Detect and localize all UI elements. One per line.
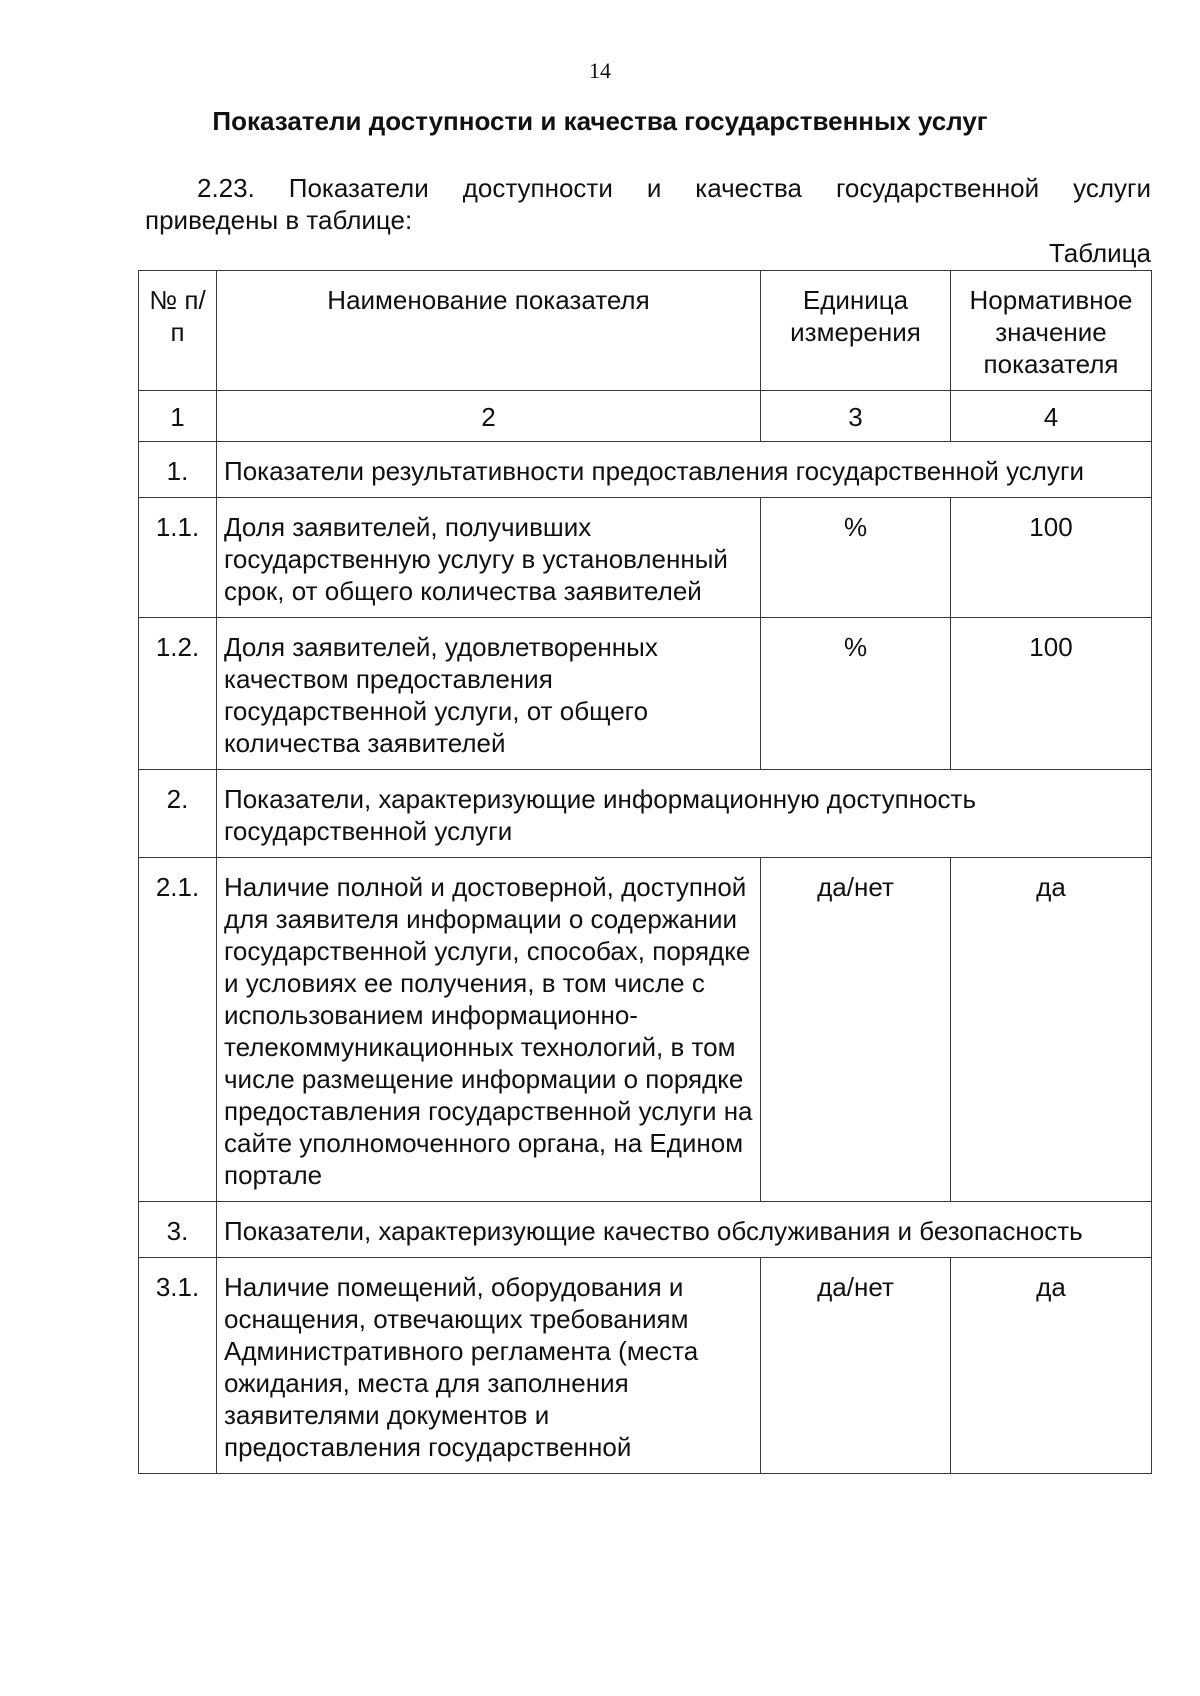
indicator-value: 100 — [951, 498, 1152, 618]
indicator-name: Доля заявителей, удовлетворенных качеством предоставления государственной услуги, от общего количества заявителей — [217, 618, 761, 770]
section-title: Показатели, характеризующие информационную доступность государственной услуги — [217, 770, 1152, 858]
header-name: Наименование показателя — [217, 271, 761, 391]
table-header-row — [139, 271, 1152, 391]
indicator-name: Наличие помещений, оборудования и оснащения, отвечающих требованиям Административного регламента (места ожидания, места для заполнения заявителями документов и предоставления государственной — [217, 1258, 761, 1474]
indicator-value: да — [951, 858, 1152, 1202]
header-num: № п/п — [139, 271, 217, 391]
intro-line-1: 2.23. Показатели доступности и качества государственной услуги — [197, 173, 1151, 203]
indicator-name: Наличие полной и достоверной, доступной для заявителя информации о содержании государственной услуги, способах, порядке и условиях ее получения, в том числе с использованием информационно-телекоммуникационных технологий, в том числе размещение информации о порядке предоставления государственной услуги на сайте уполномоченного органа, на Едином портале — [217, 858, 761, 1202]
indicator-unit: % — [761, 498, 951, 618]
page-number: 14 — [589, 58, 611, 83]
row-num: 3. — [139, 1202, 217, 1258]
table-row — [139, 618, 1152, 770]
column-number: 2 — [217, 391, 761, 442]
section-row — [139, 770, 1152, 858]
row-num: 1.2. — [139, 618, 217, 770]
indicator-value: 100 — [951, 618, 1152, 770]
row-num: 2. — [139, 770, 217, 858]
table-row — [139, 858, 1152, 1202]
column-number: 1 — [139, 391, 217, 442]
indicator-unit: да/нет — [761, 858, 951, 1202]
header-unit: Единица измерения — [761, 271, 951, 391]
column-number: 4 — [951, 391, 1152, 442]
table-row — [139, 1258, 1152, 1474]
section-row — [139, 442, 1152, 498]
table-row — [139, 498, 1152, 618]
indicator-unit: % — [761, 618, 951, 770]
row-num: 1.1. — [139, 498, 217, 618]
column-number: 3 — [761, 391, 951, 442]
intro-paragraph — [145, 172, 1151, 236]
section-row — [139, 1202, 1152, 1258]
indicators-table — [138, 270, 1152, 1474]
section-title: Показатели, характеризующие качество обслуживания и безопасность — [217, 1202, 1152, 1258]
row-num: 2.1. — [139, 858, 217, 1202]
table-caption: Таблица — [1049, 238, 1151, 268]
row-num: 3.1. — [139, 1258, 217, 1474]
indicator-name: Доля заявителей, получивших государственную услугу в установленный срок, от общего количества заявителей — [217, 498, 761, 618]
indicator-unit: да/нет — [761, 1258, 951, 1474]
intro-line-2: приведены в таблице: — [145, 205, 413, 235]
section-heading: Показатели доступности и качества государственных услуг — [212, 106, 988, 136]
column-numbers-row — [139, 391, 1152, 442]
header-value: Нормативное значение показателя — [951, 271, 1152, 391]
row-num: 1. — [139, 442, 217, 498]
indicator-value: да — [951, 1258, 1152, 1474]
section-title: Показатели результативности предоставления государственной услуги — [217, 442, 1152, 498]
